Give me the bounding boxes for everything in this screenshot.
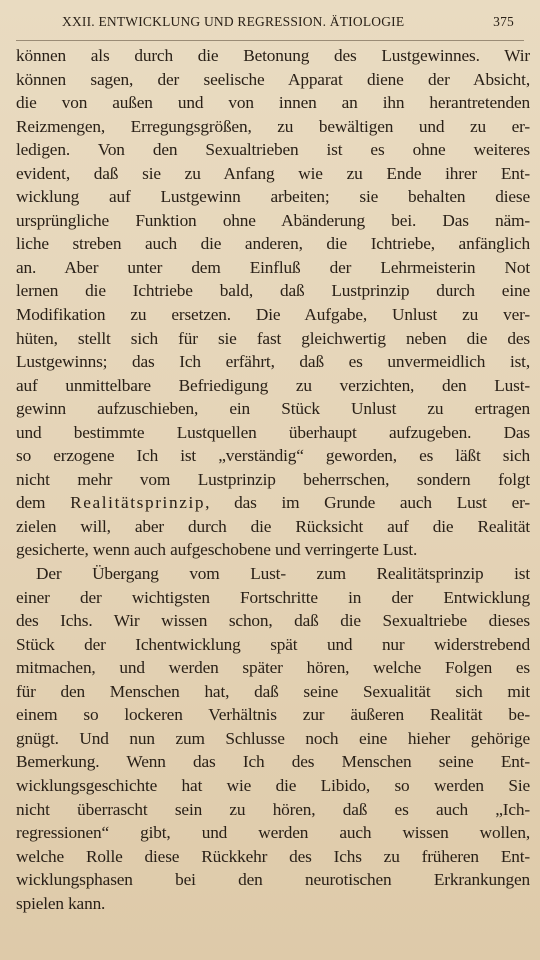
text-line: Reizmengen, Erregungsgrößen, zu bewältigen und zu er- — [16, 116, 530, 136]
text-line: nicht überrascht sein zu hören, daß es auch „Ich- — [16, 799, 530, 819]
text-line: regressionen“ gibt, und werden auch wissen wollen, — [16, 823, 530, 843]
text-line: und bestimmte Lustquellen überhaupt aufzugeben. Das — [16, 422, 530, 442]
text-line: wicklungsphasen bei den neurotischen Erkrankungen — [16, 870, 530, 890]
text-line: einer der wichtigsten Fortschritte in der Entwicklung — [16, 587, 530, 607]
text-line: für den Menschen hat, daß seine Sexualität sich mit — [16, 681, 530, 701]
body-text — [16, 44, 530, 915]
header-rule — [16, 40, 524, 41]
emphasized-term: Realitätsprinzip — [70, 493, 206, 513]
text-line: liche streben auch die anderen, die Ichtriebe, anfänglich — [16, 234, 530, 254]
text-line: gewinn aufzuschieben, ein Stück Unlust zu ertragen — [16, 399, 530, 419]
text-line: Bemerkung. Wenn das Ich des Menschen seine Ent- — [16, 752, 530, 772]
text-line: können sagen, der seelische Apparat diene der Absicht, — [16, 69, 530, 89]
text-line: Lustgewinns; das Ich erfährt, daß es unvermeidlich ist, — [16, 352, 530, 372]
text-line: mitmachen, und werden später hören, welche Folgen es — [16, 658, 530, 678]
page-header — [62, 14, 514, 38]
text-line: welche Rolle diese Rückkehr des Ichs zu früheren Ent- — [16, 846, 530, 866]
text-line: die von außen und von innen an ihn herantretenden — [16, 93, 530, 113]
text-line: gesicherte, wenn auch aufgeschobene und verringerte Lust. — [16, 540, 418, 560]
text-line: an. Aber unter dem Einfluß der Lehrmeisterin Not — [16, 257, 530, 277]
text-line: Modifikation zu ersetzen. Die Aufgabe, Unlust zu ver- — [16, 305, 530, 325]
text-line: wicklung auf Lustgewinn arbeiten; sie behalten diese — [16, 187, 530, 207]
text-line: nicht mehr vom Lustprinzip beherrschen, sondern folgt — [16, 469, 530, 489]
text-line: können als durch die Betonung des Lustgewinnes. Wir — [16, 46, 530, 65]
text-line: auf unmittelbare Befriedigung zu verzichten, den Lust- — [16, 375, 530, 395]
text-line: des Ichs. Wir wissen schon, daß die Sexualtriebe dieses — [16, 611, 530, 631]
text-line: hüten, stellt sich für sie fast gleichwertig neben die des — [16, 328, 530, 348]
text-line: spielen kann. — [16, 893, 106, 913]
text-line: Stück der Ichentwicklung spät und nur widerstrebend — [16, 634, 530, 654]
text-line: lernen die Ichtriebe bald, daß Lustprinzip durch eine — [16, 281, 530, 301]
text-line: Der Übergang vom Lust- zum Realitätsprinzip ist — [36, 564, 530, 584]
text-line: so erzogene Ich ist „verständig“ geworden, es läßt sich — [16, 446, 530, 466]
text-line — [16, 491, 530, 515]
line-segment: dem — [16, 493, 71, 513]
text-line: evident, daß sie zu Anfang wie zu Ende ihrer Ent- — [16, 163, 530, 183]
running-head: XXII. ENTWICKLUNG UND REGRESSION. ÄTIOLOGIE — [62, 14, 405, 29]
text-line: gnügt. Und nun zum Schlusse noch eine hieher gehörige — [16, 728, 530, 748]
text-line: zielen will, aber durch die Rücksicht auf die Realität — [16, 516, 530, 536]
page-number: 375 — [493, 14, 514, 29]
text-line: einem so lockeren Verhältnis zur äußeren Realität be- — [16, 705, 530, 725]
text-line: wicklungsgeschichte hat wie die Libido, so werden Sie — [16, 775, 530, 795]
text-line: ursprüngliche Funktion ohne Abänderung bei. Das näm- — [16, 210, 530, 230]
text-line: ledigen. Von den Sexualtrieben ist es ohne weiteres — [16, 140, 530, 160]
line-segment: , das im Grunde auch Lust er- — [205, 493, 530, 513]
